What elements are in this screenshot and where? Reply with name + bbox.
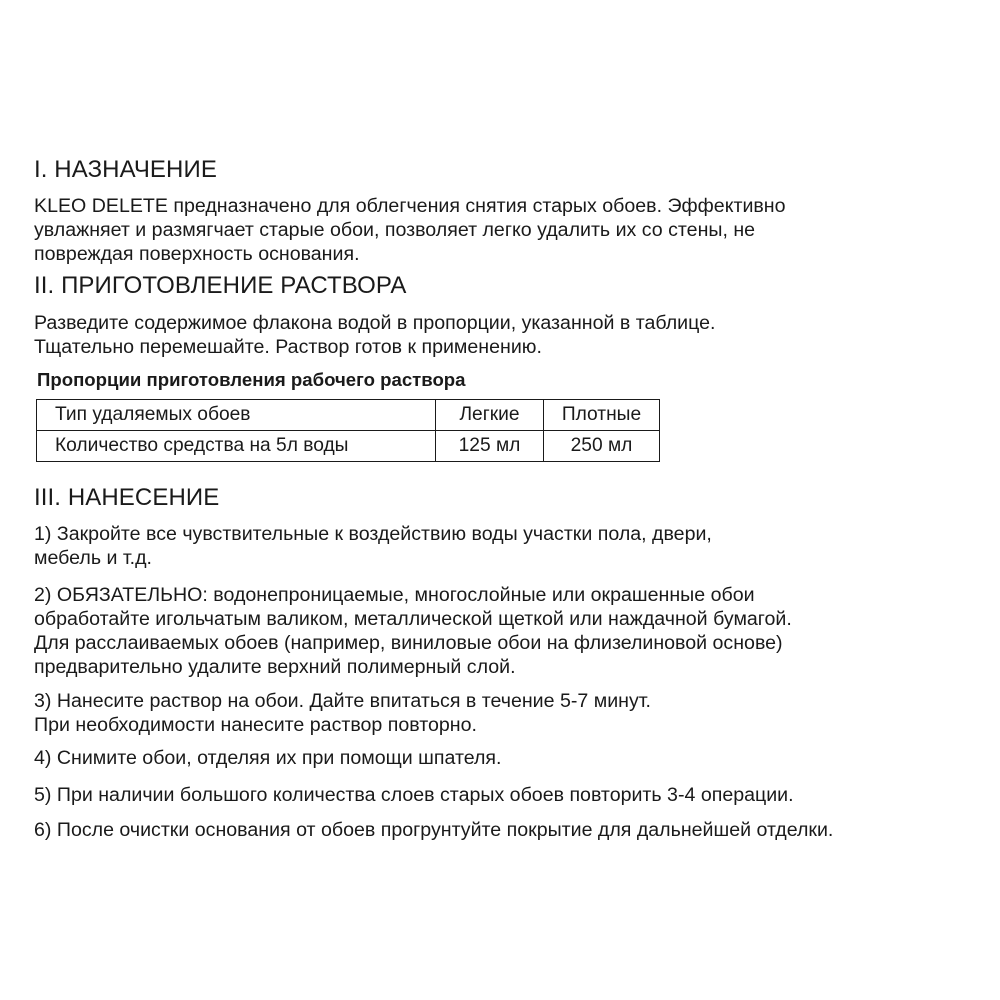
proportions-table: [36, 399, 660, 462]
table-cell: 250 мл: [544, 431, 660, 462]
step-line: обработайте игольчатым валиком, металлической щеткой или наждачной бумагой.: [34, 608, 792, 630]
step-line: 3) Нанесите раствор на обои. Дайте впитаться в течение 5-7 минут.: [34, 690, 652, 712]
step-line: предварительно удалите верхний полимерный слой.: [34, 656, 516, 678]
section-1-text: [34, 194, 786, 266]
table-cell: Легкие: [436, 400, 544, 431]
step-5: [34, 783, 794, 807]
step-2: [34, 583, 792, 679]
step-line: 5) При наличии большого количества слоев старых обоев повторить 3-4 операции.: [34, 784, 794, 806]
table-cell: 125 мл: [436, 431, 544, 462]
step-line: мебель и т.д.: [34, 547, 152, 569]
table-row: [37, 431, 660, 462]
table-cell: Количество средства на 5л воды: [37, 431, 436, 462]
table-cell: Плотные: [544, 400, 660, 431]
table-row: [37, 400, 660, 431]
section-3-title: III. НАНЕСЕНИЕ: [34, 484, 220, 511]
step-1: [34, 522, 712, 570]
step-line: 6) После очистки основания от обоев прогрунтуйте покрытие для дальнейшей отделки.: [34, 819, 834, 841]
section-2-text: [34, 311, 715, 359]
step-3: [34, 689, 651, 737]
step-line: 1) Закройте все чувствительные к воздействию воды участки пола, двери,: [34, 523, 712, 545]
step-line: Для расслаиваемых обоев (например, виниловые обои на флизелиновой основе): [34, 632, 783, 654]
section-2-line: Разведите содержимое флакона водой в пропорции, указанной в таблице.: [34, 312, 716, 334]
table-caption: Пропорции приготовления рабочего раствора: [37, 369, 466, 390]
table-cell: Тип удаляемых обоев: [37, 400, 436, 431]
section-1-title: I. НАЗНАЧЕНИЕ: [34, 156, 217, 183]
step-6: [34, 818, 833, 842]
section-2-line: Тщательно перемешайте. Раствор готов к применению.: [34, 336, 542, 358]
step-line: 2) ОБЯЗАТЕЛЬНО: водонепроницаемые, многослойные или окрашенные обои: [34, 584, 755, 606]
section-2-title: II. ПРИГОТОВЛЕНИЕ РАСТВОРА: [34, 272, 407, 299]
step-4: [34, 746, 501, 770]
section-1-line: увлажняет и размягчает старые обои, позволяет легко удалить их со стены, не: [34, 219, 756, 241]
section-1-line: повреждая поверхность основания.: [34, 243, 360, 265]
step-line: При необходимости нанесите раствор повторно.: [34, 714, 477, 736]
section-1-line: KLEO DELETE предназначено для облегчения снятия старых обоев. Эффективно: [34, 195, 786, 217]
step-line: 4) Снимите обои, отделяя их при помощи шпателя.: [34, 747, 502, 769]
